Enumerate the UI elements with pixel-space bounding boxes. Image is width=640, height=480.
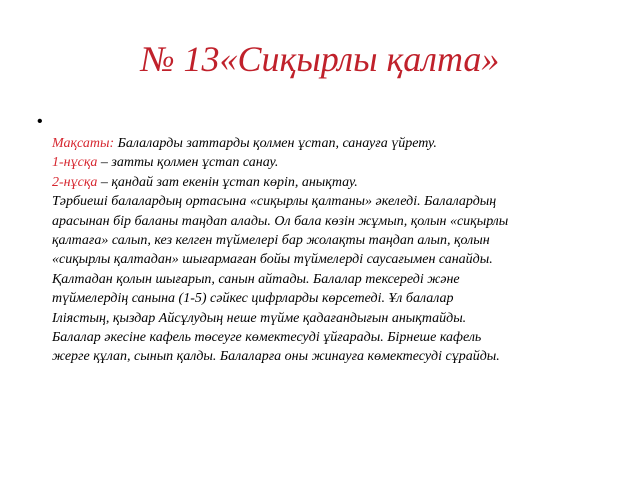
variant-1-line: [52, 153, 612, 172]
goal-label: Мақсаты:: [52, 136, 115, 151]
description-line: қалтаға» салып, кез келген түймелері бар жолақты таңдап алып, қолын: [52, 233, 490, 249]
description-line: «сиқырлы қалтадан» шығармаған бойы түймелерді саусағымен санайды.: [52, 252, 493, 268]
variant-2-label: 2-нұсқа: [52, 174, 98, 190]
variant-1-label: 1-нұсқа: [52, 155, 98, 171]
description-line: жерге құлап, сынып қалды. Балаларға оны жинауға көмектесуді сұрайды.: [52, 349, 500, 365]
variant-2-line: [52, 173, 612, 192]
goal-line: [52, 134, 612, 153]
bullet-marker: •: [37, 113, 43, 130]
slide-body: [52, 134, 612, 367]
description-line: түймелердің санына (1-5) сәйкес цифрларды көрсетеді. Ұл балалар: [52, 291, 454, 307]
slide-title: № 13«Сиқырлы қалта»: [140, 39, 500, 79]
description-line: Қалтадан қолын шығарып, санын айтады. Балалар тексереді және: [52, 271, 460, 287]
description-line: Балалар әкесіне кафель төсеуге көмектесуді ұйғарады. Бірнеше кафель: [52, 330, 482, 346]
goal-text: Балаларды заттарды қолмен ұстап, санауға үйрету.: [114, 136, 437, 151]
description-line: арасынан бір баланы таңдап алады. Ол бала көзін жұмып, қолын «сиқырлы: [52, 213, 509, 229]
variant-1-text: – затты қолмен ұстап санау.: [97, 155, 279, 171]
description-line: Іліястың, қыздар Айсұлудың неше түйме қадағандығын анықтайды.: [52, 310, 467, 326]
variant-2-text: – қандай зат екенін ұстап көріп, анықтау.: [97, 174, 358, 190]
description-line: Тәрбиеші балалардың ортасына «сиқырлы қалтаны» әкеледі. Балалардың: [52, 194, 497, 210]
